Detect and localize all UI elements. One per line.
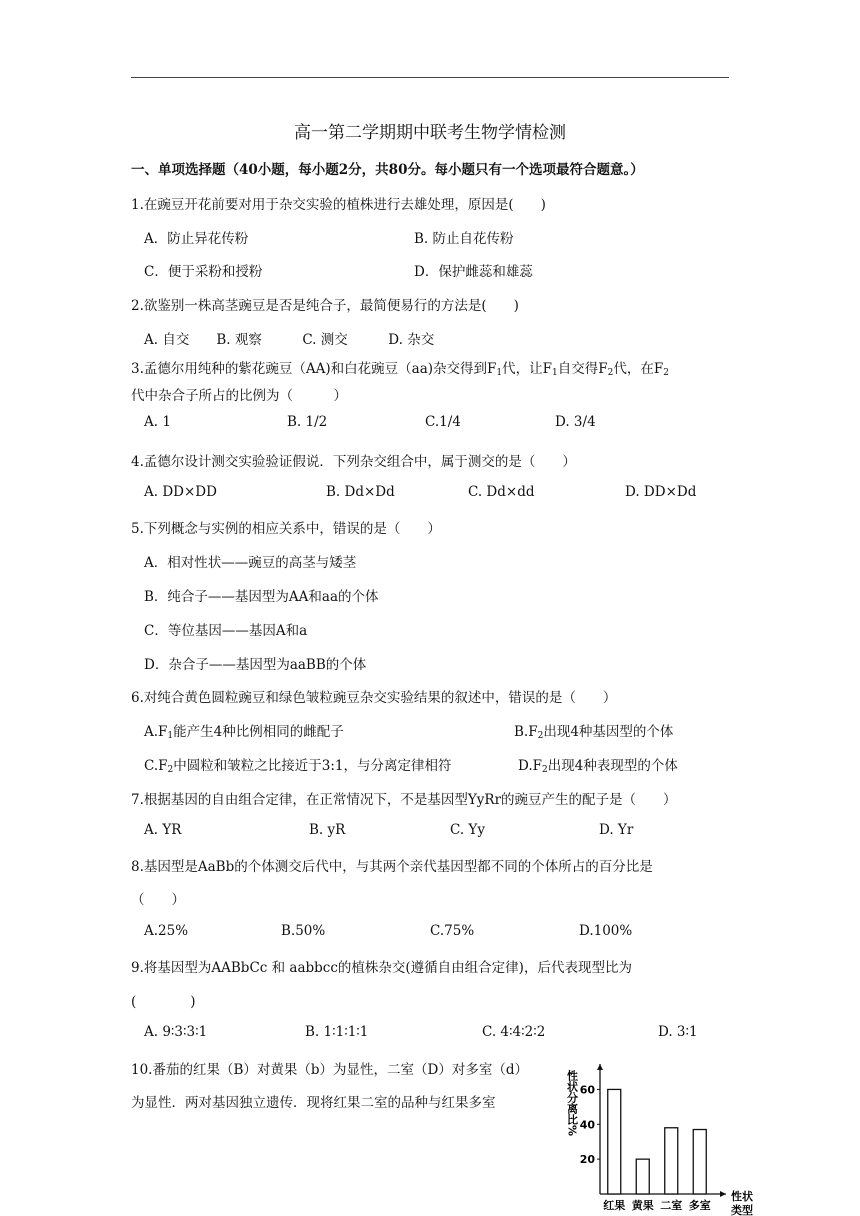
question-5-stem: 5.下列概念与实例的相应关系中，错误的是（ ）	[131, 521, 441, 537]
header-rule	[131, 77, 729, 78]
question-10-stem-line1: 10.番茄的红果（B）对黄果（b）为显性，二室（D）对多室（d）	[131, 1062, 528, 1078]
question-6-option-a	[144, 720, 344, 741]
y-tick-label: 60	[579, 1083, 595, 1097]
question-3-option-a: A. 1	[144, 414, 171, 430]
question-3-option-d: D. 3/4	[555, 414, 596, 430]
q6-text: 中圆粒和皱粒之比接近于3:1，与分离定律相符	[173, 758, 452, 774]
question-4-option-c: C. Dd×dd	[468, 484, 535, 500]
question-7-option-b: B. yR	[309, 822, 346, 838]
question-6-option-d	[518, 754, 678, 775]
bar	[636, 1159, 649, 1194]
question-9-option-a: A. 9∶3∶3∶1	[144, 1024, 208, 1040]
question-5-option-a: A．相对性状——豌豆的高茎与矮茎	[144, 555, 357, 571]
x-axis-label-line2: 类型	[731, 1204, 753, 1216]
question-1-option-a: A．防止异花传粉	[144, 231, 249, 247]
page-title: 高一第二学期期中联考生物学情检测	[294, 123, 566, 143]
question-6-option-b	[514, 720, 673, 741]
q6-text: B.F	[514, 724, 538, 740]
question-7-stem: 7.根据基因的自由组合定律，在正常情况下，不是基因型YyRr的豌豆产生的配子是（ ）	[131, 792, 677, 808]
question-6-stem: 6.对纯合黄色圆粒豌豆和绿色皱粒豌豆杂交实验结果的叙述中，错误的是（ ）	[131, 690, 617, 706]
question-2-stem: 2.欲鉴别一株高茎豌豆是否是纯合子，最简便易行的方法是( )	[131, 298, 519, 314]
q6-sub: 2	[542, 765, 548, 775]
y-axis-label: 性状分离比%	[565, 1070, 579, 1137]
question-4-option-d: D. DD×Dd	[625, 484, 697, 500]
question-5-option-d: D．杂合子——基因型为aaBB的个体	[144, 657, 367, 673]
x-tick-label: 黄果	[631, 1199, 654, 1212]
question-5-option-b: B．纯合子——基因型为AA和aa的个体	[144, 589, 379, 605]
q3-text: 代，在F	[613, 361, 664, 377]
question-3-stem-line2: 代中杂合子所占的比例为（ ）	[131, 388, 347, 404]
question-3-option-b: B. 1/2	[287, 414, 328, 430]
question-4-option-a: A. DD×DD	[144, 484, 217, 500]
question-7-option-c: C. Yy	[450, 822, 485, 838]
section-heading: 一、单项选择题（40小题，每小题2分，共80分。每小题只有一个选项最符合题意。）	[131, 162, 644, 178]
question-8-stem-line1: 8.基因型是AaBb的个体测交后代中，与其两个亲代基因型都不同的个体所占的百分比是	[131, 859, 653, 875]
trait-ratio-bar-chart	[556, 1056, 756, 1216]
question-9-option-d: D. 3∶1	[658, 1024, 698, 1040]
q6-text: 出现4种表现型的个体	[547, 758, 678, 774]
q6-sub: 2	[167, 765, 174, 775]
question-3-stem-line1	[131, 357, 669, 378]
bar	[608, 1089, 621, 1194]
question-7-option-a: A. YR	[144, 822, 182, 838]
question-4-stem: 4.孟德尔设计测交实验验证假说．下列杂交组合中，属于测交的是（ ）	[131, 454, 576, 470]
q3-text: 代，让F	[502, 361, 552, 377]
question-6-option-c	[144, 754, 451, 775]
q3-text: 自交得F	[557, 361, 608, 377]
q3-text: 3.孟德尔用纯种的紫花豌豆（AA)和白花豌豆（aa)杂交得到F	[131, 361, 497, 377]
bar	[665, 1128, 678, 1194]
q6-text: D.F	[518, 758, 543, 774]
x-tick-label: 二室	[660, 1199, 683, 1212]
q3-sub: 2	[607, 368, 614, 378]
q6-text: C.F	[144, 758, 168, 774]
question-4-option-b: B. Dd×Dd	[326, 484, 395, 500]
question-8-stem-line2: （ ）	[131, 892, 185, 908]
q3-sub: 1	[552, 368, 558, 378]
question-8-option-b: B.50%	[281, 923, 326, 939]
q6-sub: 2	[537, 731, 544, 741]
bar	[693, 1130, 706, 1194]
question-3-option-c: C.1/4	[425, 414, 461, 430]
question-9-stem-line2: ( )	[131, 994, 196, 1010]
q6-text: 出现4种基因型的个体	[543, 724, 674, 740]
question-8-option-d: D.100%	[579, 923, 633, 939]
question-1-option-c: C．便于采粉和授粉	[144, 264, 263, 280]
question-8-option-a: A.25%	[144, 923, 189, 939]
x-axis-label-line1: 性状	[731, 1190, 753, 1203]
question-1-stem: 1.在豌豆开花前要对用于杂交实验的植株进行去雄处理，原因是( )	[131, 197, 546, 213]
question-2-options: A. 自交 B. 观察 C. 测交 D. 杂交	[144, 332, 435, 348]
x-axis-arrow	[720, 1191, 726, 1197]
q6-text: 能产生4种比例相同的雌配子	[173, 724, 344, 740]
question-9-option-c: C. 4∶4∶2∶2	[482, 1024, 546, 1040]
question-7-option-d: D. Yr	[599, 822, 634, 838]
question-5-option-c: C．等位基因——基因A和a	[144, 623, 308, 639]
question-1-option-d: D．保护雌蕊和雄蕊	[414, 264, 533, 280]
y-axis-arrow	[597, 1064, 603, 1070]
q6-sub: 1	[167, 731, 174, 741]
q6-text: A.F	[144, 724, 168, 740]
y-tick-label: 20	[579, 1153, 595, 1167]
y-tick-label: 40	[579, 1118, 595, 1132]
q3-sub: 2	[663, 368, 669, 378]
x-tick-label: 多室	[688, 1199, 711, 1212]
x-tick-label: 红果	[603, 1199, 626, 1212]
question-10-stem-line2: 为显性．两对基因独立遗传．现将红果二室的品种与红果多室	[131, 1095, 496, 1111]
q3-sub: 1	[496, 368, 503, 378]
question-9-option-b: B. 1∶1∶1∶1	[305, 1024, 369, 1040]
question-1-option-b: B. 防止自花传粉	[414, 231, 514, 247]
question-9-stem-line1: 9.将基因型为AABbCc 和 aabbcc的植株杂交(遵循自由组合定律)，后代表现型比为	[131, 960, 632, 976]
question-8-option-c: C.75%	[430, 923, 475, 939]
